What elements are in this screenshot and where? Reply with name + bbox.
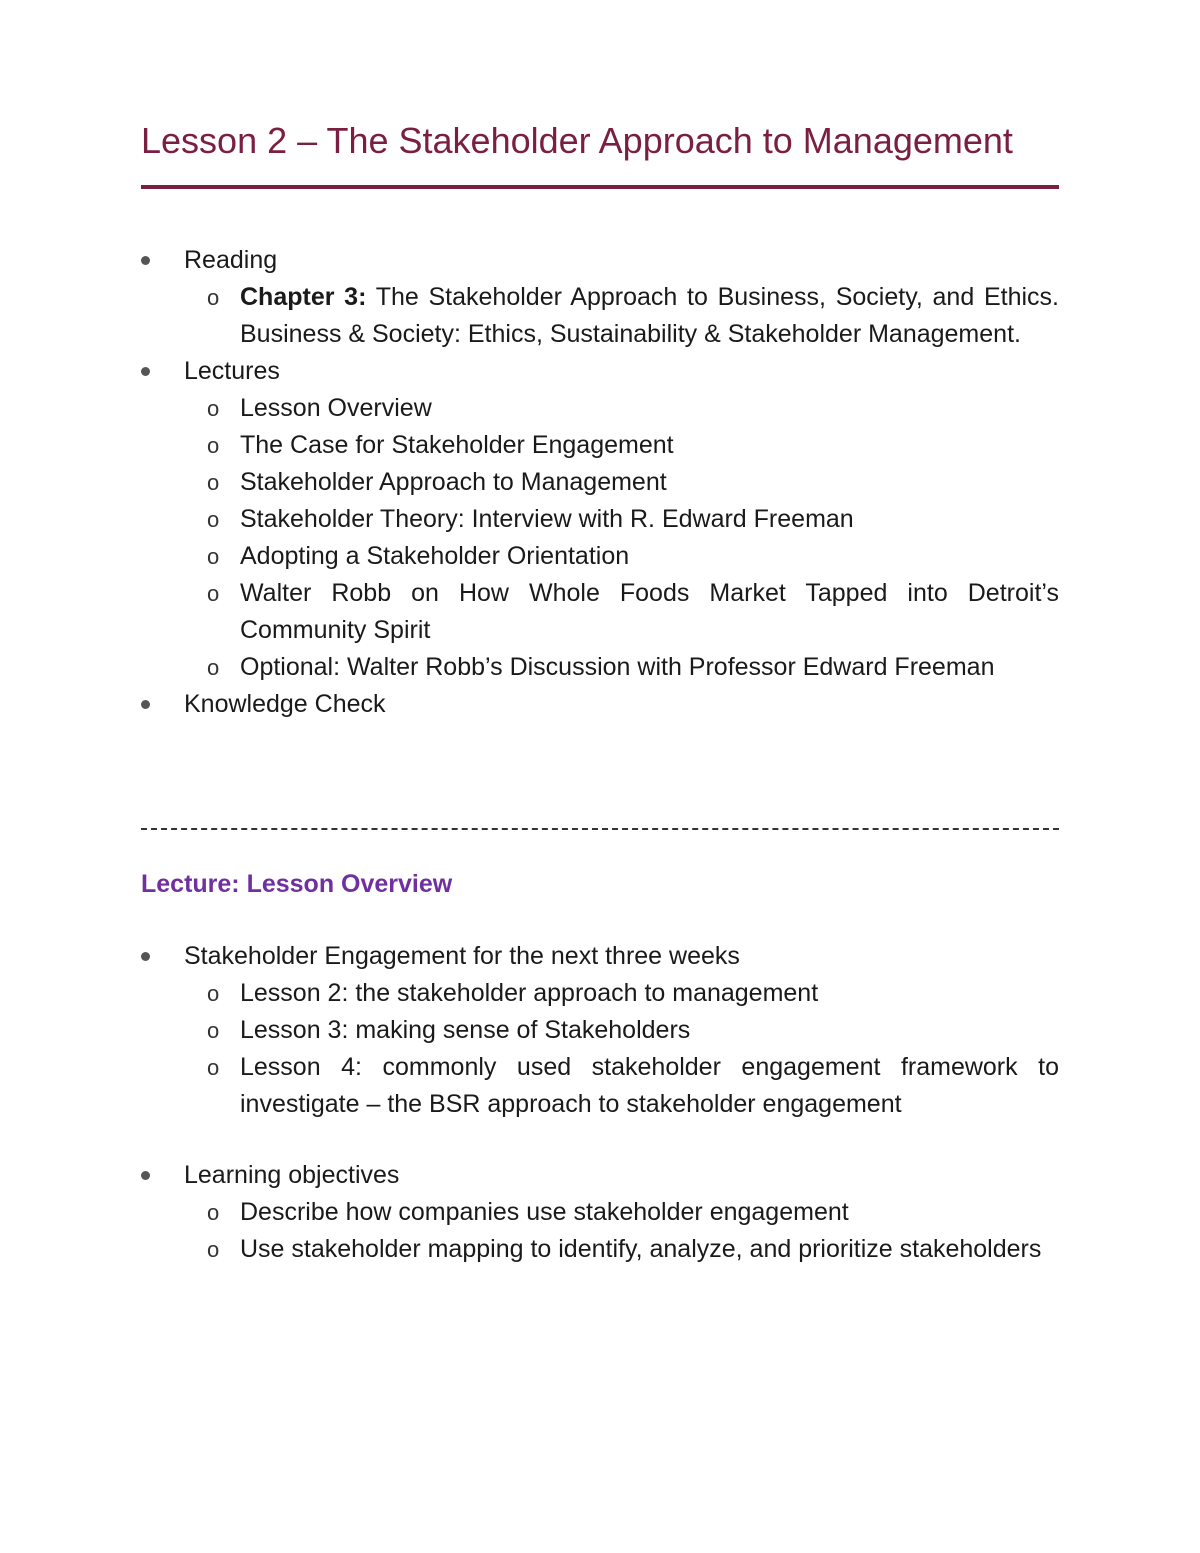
lecture-title: Stakeholder Approach to Management [240,468,667,496]
hollow-circle-icon: o [207,433,220,458]
list-item-knowledge-check [141,686,1059,723]
hollow-circle-icon: o [207,981,220,1006]
list-item [141,575,1059,649]
hollow-circle-icon: o [207,544,220,569]
bullet-icon [141,1171,150,1180]
reading-sublist [141,279,1059,353]
bullet-icon [141,367,150,376]
list-item [141,538,1059,575]
hollow-circle-icon: o [207,1237,220,1262]
list-item-label: Stakeholder Engagement for the next three weeks [184,942,740,970]
chapter-description: The Stakeholder Approach to Business, Society, and Ethics. Business & Society: Ethics, Sustainability & Stakeholder Management. [240,283,1059,348]
lesson-text: Lesson 2: the stakeholder approach to management [240,979,819,1007]
list-item [141,279,1059,353]
lesson-outline [141,242,1059,723]
lesson-text: Lesson 4: commonly used stakeholder engagement framework to investigate – the BSR approach to stakeholder engagement [240,1053,1059,1118]
lecture-title: Walter Robb on How Whole Foods Market Tapped into Detroit’s Community Spirit [240,579,1059,644]
list-item-lectures [141,353,1059,686]
list-item [141,501,1059,538]
list-item [141,1194,1059,1231]
list-item [141,464,1059,501]
objective-text: Describe how companies use stakeholder engagement [240,1198,849,1226]
objectives-outline [141,1157,1059,1268]
hollow-circle-icon: o [207,1018,220,1043]
lecture-title: Optional: Walter Robb’s Discussion with Professor Edward Freeman [240,653,995,681]
lectures-sublist [141,390,1059,686]
list-item [141,1049,1059,1123]
hollow-circle-icon: o [207,396,220,421]
list-item [141,649,1059,686]
list-item [141,1231,1059,1268]
list-item [141,427,1059,464]
bullet-icon [141,952,150,961]
lecture-title: Lesson Overview [240,394,432,422]
hollow-circle-icon: o [207,581,220,606]
hollow-circle-icon: o [207,1200,220,1225]
hollow-circle-icon: o [207,655,220,680]
list-item-label: Learning objectives [184,1161,400,1189]
chapter-label: Chapter 3: [240,283,367,311]
list-item [141,975,1059,1012]
list-item [141,390,1059,427]
section-divider [141,828,1059,830]
title-underline [141,185,1059,189]
lecture-title: Stakeholder Theory: Interview with R. Edward Freeman [240,505,854,533]
list-item-label: Lectures [184,357,280,385]
hollow-circle-icon: o [207,1055,220,1080]
list-item [141,1012,1059,1049]
page-title: Lesson 2 – The Stakeholder Approach to Management [141,120,1013,161]
objective-text: Use stakeholder mapping to identify, analyze, and prioritize stakeholders [240,1235,1042,1263]
list-item-label: Knowledge Check [184,690,386,718]
lesson-text: Lesson 3: making sense of Stakeholders [240,1016,691,1044]
hollow-circle-icon: o [207,285,220,310]
hollow-circle-icon: o [207,470,220,495]
list-item-reading [141,242,1059,353]
list-item-label: Reading [184,246,278,274]
lecture-title: The Case for Stakeholder Engagement [240,431,674,459]
overview-outline [141,938,1059,1123]
bullet-icon [141,256,150,265]
lecture-heading: Lecture: Lesson Overview [141,870,453,898]
list-item-engagement [141,938,1059,1123]
engagement-sublist [141,975,1059,1123]
objectives-sublist [141,1194,1059,1268]
hollow-circle-icon: o [207,507,220,532]
bullet-icon [141,700,150,709]
lecture-title: Adopting a Stakeholder Orientation [240,542,630,570]
list-item-objectives [141,1157,1059,1268]
